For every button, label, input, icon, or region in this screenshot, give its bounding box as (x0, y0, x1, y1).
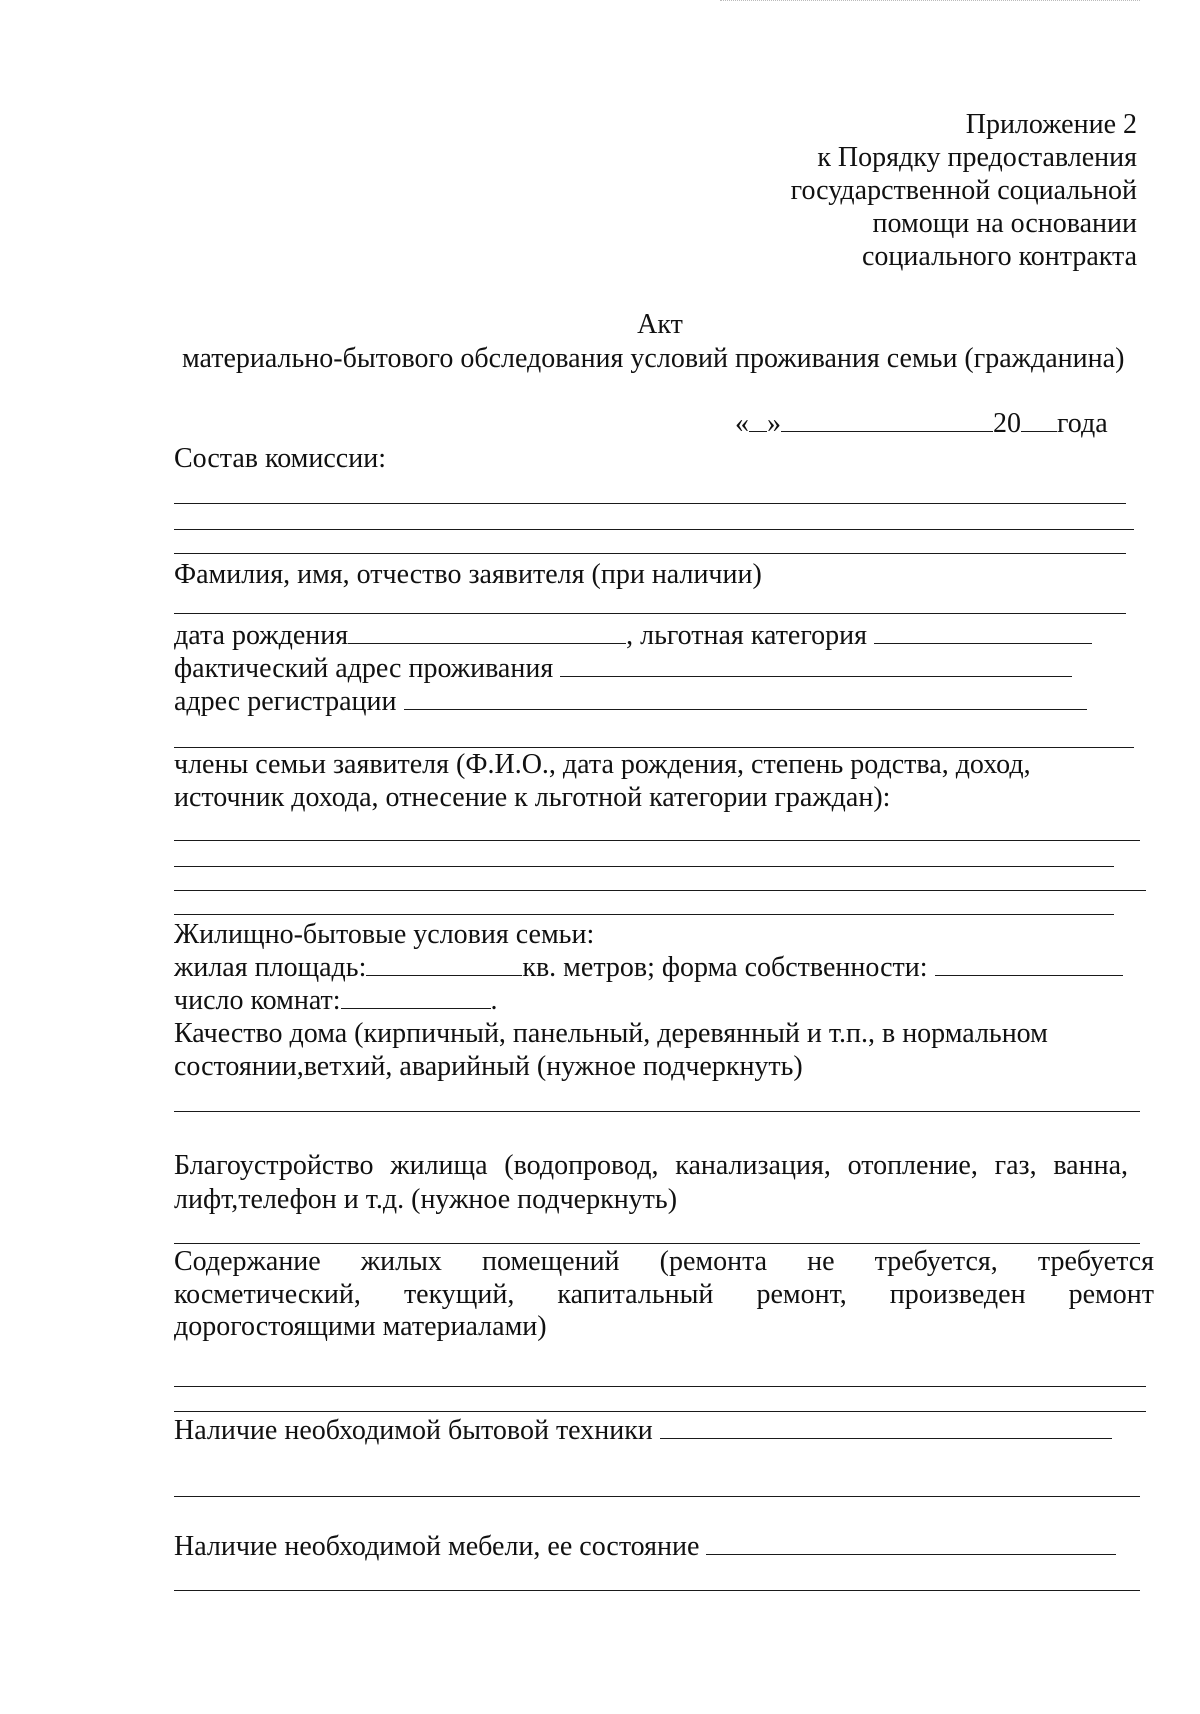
family-blank-4[interactable] (174, 914, 1114, 915)
appendix-line-2: к Порядку предоставления (817, 142, 1137, 173)
housing-heading: Жилищно-бытовые условия семьи: (174, 919, 595, 950)
maintenance-blank-2[interactable] (174, 1411, 1146, 1412)
furniture-label: Наличие необходимой мебели, ее состояние (174, 1531, 700, 1562)
date-open-quote: « (735, 408, 749, 439)
year-blank[interactable] (1021, 409, 1057, 432)
maintenance-line-1: Содержание жилых помещений (ремонта не требуется, требуется (174, 1246, 1154, 1277)
appendix-line-1: Приложение 2 (965, 109, 1137, 140)
area-blank[interactable] (366, 953, 522, 976)
actual-address-label: фактический адрес проживания (174, 653, 554, 684)
birth-date-line (174, 619, 1092, 653)
appliances-label: Наличие необходимой бытовой техники (174, 1415, 653, 1446)
appliances-line (174, 1414, 1112, 1448)
birth-date-blank[interactable] (348, 621, 626, 644)
date-close-quote: » (767, 408, 781, 439)
rooms-blank[interactable] (341, 986, 491, 1009)
ownership-blank[interactable] (935, 953, 1123, 976)
reg-address-label: адрес регистрации (174, 686, 397, 717)
family-line-2: источник дохода, отнесение к льготной категории граждан): (174, 782, 891, 813)
document-title: Акт (637, 309, 683, 340)
commission-blank-1[interactable] (174, 503, 1126, 504)
commission-label: Состав комиссии: (174, 443, 386, 474)
furniture-blank[interactable] (706, 1532, 1116, 1555)
date-line (735, 407, 1108, 441)
commission-blank-2[interactable] (174, 529, 1134, 530)
area-unit: кв. метров; форма собственности: (522, 952, 928, 983)
reg-address-line (174, 685, 1087, 719)
family-blank-1[interactable] (174, 840, 1140, 841)
actual-address-blank[interactable] (560, 654, 1072, 677)
maintenance-line-2: косметический, текущий, капитальный ремонт, произведен ремонт (174, 1279, 1154, 1310)
birth-date-label: дата рождения (174, 620, 349, 651)
family-blank-2[interactable] (174, 866, 1114, 867)
month-blank[interactable] (781, 409, 993, 432)
rooms-line (174, 984, 498, 1018)
appendix-block (791, 108, 1137, 273)
quality-line-1: Качество дома (кирпичный, панельный, деревянный и т.п., в нормальном (174, 1018, 1048, 1049)
appliances-blank-2[interactable] (174, 1496, 1140, 1497)
amenities-line-1: Благоустройство жилища (водопровод, канализация, отопление, газ, ванна, (174, 1150, 1128, 1181)
category-blank[interactable] (874, 621, 1092, 644)
actual-address-line (174, 652, 1072, 686)
day-blank[interactable] (749, 409, 767, 432)
family-line-1: члены семьи заявителя (Ф.И.О., дата рождения, степень родства, доход, (174, 749, 1031, 780)
amenities-line-2: лифт,телефон и т.д. (нужное подчеркнуть) (174, 1184, 678, 1215)
family-blank-3[interactable] (174, 890, 1146, 891)
appendix-line-3: государственной социальной (790, 175, 1137, 206)
appendix-line-4: помощи на основании (872, 208, 1137, 239)
year-prefix: 20 (993, 408, 1021, 439)
category-label: , льготная категория (626, 620, 868, 651)
rooms-end: . (490, 985, 498, 1016)
commission-blank-3[interactable] (174, 553, 1126, 554)
furniture-line (174, 1530, 1116, 1564)
area-label: жилая площадь: (174, 952, 367, 983)
appendix-line-5: социального контракта (862, 241, 1137, 272)
quality-line-2: состоянии,ветхий, аварийный (нужное подчеркнуть) (174, 1051, 803, 1082)
amenities-blank[interactable] (174, 1243, 1140, 1244)
quality-blank[interactable] (174, 1111, 1140, 1112)
area-line (174, 951, 1123, 985)
reg-address-blank[interactable] (404, 687, 1087, 710)
scan-artifact (720, 0, 1140, 4)
rooms-label: число комнат: (174, 985, 341, 1016)
applicant-name-blank[interactable] (174, 613, 1126, 614)
maintenance-blank-1[interactable] (174, 1386, 1146, 1387)
furniture-blank-2[interactable] (174, 1590, 1140, 1591)
appliances-blank[interactable] (660, 1416, 1112, 1439)
applicant-name-label: Фамилия, имя, отчество заявителя (при наличии) (174, 559, 762, 590)
document-subtitle: материально-бытового обследования условий проживания семьи (гражданина) (182, 343, 1125, 374)
year-suffix: года (1057, 408, 1108, 439)
maintenance-line-3: дорогостоящими материалами) (174, 1311, 547, 1342)
